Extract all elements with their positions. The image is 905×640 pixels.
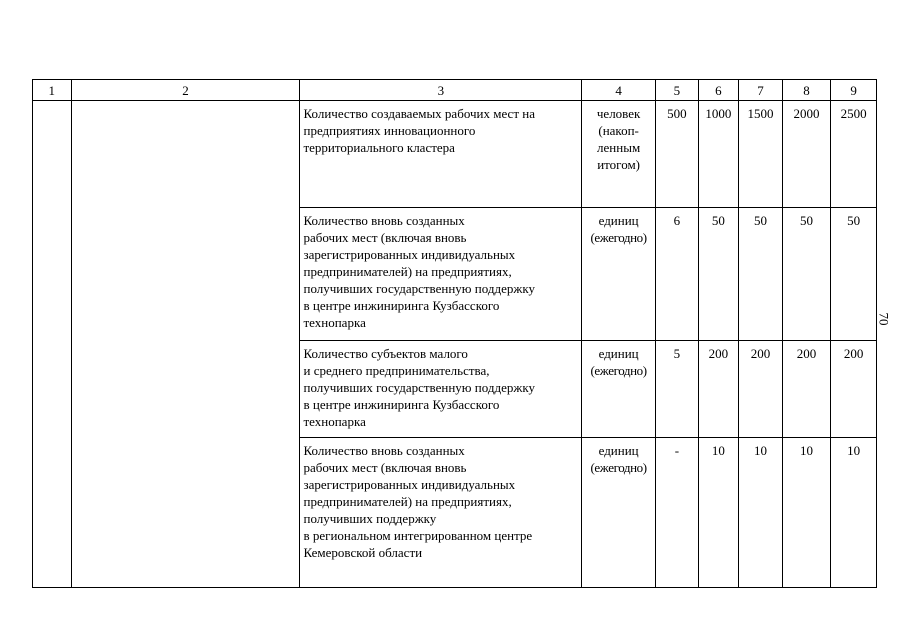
indicator-line: рабочих мест (включая вновь <box>303 230 467 245</box>
value-cell: 200 <box>782 341 831 438</box>
header-cell: 2 <box>71 80 300 101</box>
unit-line: человек <box>596 106 641 121</box>
indicator-line: Количество вновь созданных <box>303 443 465 458</box>
indicator-line: зарегистрированных индивидуальных <box>303 247 516 262</box>
indicator-cell <box>300 208 582 341</box>
unit-cell <box>582 438 656 588</box>
header-cell: 1 <box>33 80 72 101</box>
indicator-line: Количество вновь созданных <box>303 213 465 228</box>
value-cell: 1000 <box>698 101 739 208</box>
indicator-line: рабочих мест (включая вновь <box>303 460 467 475</box>
indicator-cell <box>300 101 582 208</box>
value-cell: 200 <box>831 341 877 438</box>
value-cell: 1500 <box>739 101 783 208</box>
indicator-line: в центре инжиниринга Кузбасского <box>303 397 500 412</box>
value-cell: 500 <box>656 101 699 208</box>
indicator-line: Количество создаваемых рабочих мест на <box>303 106 535 121</box>
indicator-line: предприятиях инновационного <box>303 123 476 138</box>
unit-cell <box>582 208 656 341</box>
value-cell: 6 <box>656 208 699 341</box>
indicator-line: территориального кластера <box>303 140 455 155</box>
header-cell: 9 <box>831 80 877 101</box>
value-cell: 200 <box>698 341 739 438</box>
header-cell: 7 <box>739 80 783 101</box>
indicator-line: и среднего предпринимательства, <box>303 363 490 378</box>
unit-cell <box>582 101 656 208</box>
unit-cell <box>582 341 656 438</box>
indicator-line: предпринимателей) на предприятиях, <box>303 264 512 279</box>
indicator-line: в региональном интегрированном центре <box>303 528 533 543</box>
value-cell: 50 <box>739 208 783 341</box>
header-cell: 4 <box>582 80 656 101</box>
unit-line: единиц <box>598 443 639 458</box>
value-cell: 2000 <box>782 101 831 208</box>
header-cell: 8 <box>782 80 831 101</box>
table-row <box>33 101 877 208</box>
value-cell: 10 <box>831 438 877 588</box>
header-cell: 6 <box>698 80 739 101</box>
cell-col1-empty <box>33 101 72 588</box>
table-header-row <box>33 80 877 101</box>
unit-line: (ежегодно) <box>590 460 647 475</box>
header-cell: 5 <box>656 80 699 101</box>
indicator-line: технопарка <box>303 315 366 330</box>
indicator-cell <box>300 438 582 588</box>
indicator-line: получивших государственную поддержку <box>303 281 535 296</box>
indicator-line: Кемеровской области <box>303 545 423 560</box>
indicators-table <box>32 79 877 588</box>
value-cell: 10 <box>698 438 739 588</box>
header-cell: 3 <box>300 80 582 101</box>
cell-col2-empty <box>71 101 300 588</box>
indicator-line: получивших поддержку <box>303 511 437 526</box>
value-cell: 10 <box>782 438 831 588</box>
indicator-line: зарегистрированных индивидуальных <box>303 477 516 492</box>
unit-line: (ежегодно) <box>590 230 647 245</box>
indicator-line: Количество субъектов малого <box>303 346 468 361</box>
indicator-line: в центре инжиниринга Кузбасского <box>303 298 500 313</box>
value-cell: - <box>656 438 699 588</box>
page-number: 70 <box>876 312 892 326</box>
value-cell: 50 <box>831 208 877 341</box>
unit-line: (накоп- <box>598 123 639 138</box>
unit-line: единиц <box>598 346 639 361</box>
value-cell: 2500 <box>831 101 877 208</box>
value-cell: 5 <box>656 341 699 438</box>
indicator-line: получивших государственную поддержку <box>303 380 535 395</box>
unit-line: итогом) <box>597 157 641 172</box>
unit-line: ленным <box>597 140 641 155</box>
unit-line: (ежегодно) <box>590 363 647 378</box>
indicator-line: технопарка <box>303 414 366 429</box>
unit-line: единиц <box>598 213 639 228</box>
indicator-line: предпринимателей) на предприятиях, <box>303 494 512 509</box>
indicator-cell <box>300 341 582 438</box>
value-cell: 50 <box>698 208 739 341</box>
value-cell: 50 <box>782 208 831 341</box>
value-cell: 10 <box>739 438 783 588</box>
value-cell: 200 <box>739 341 783 438</box>
